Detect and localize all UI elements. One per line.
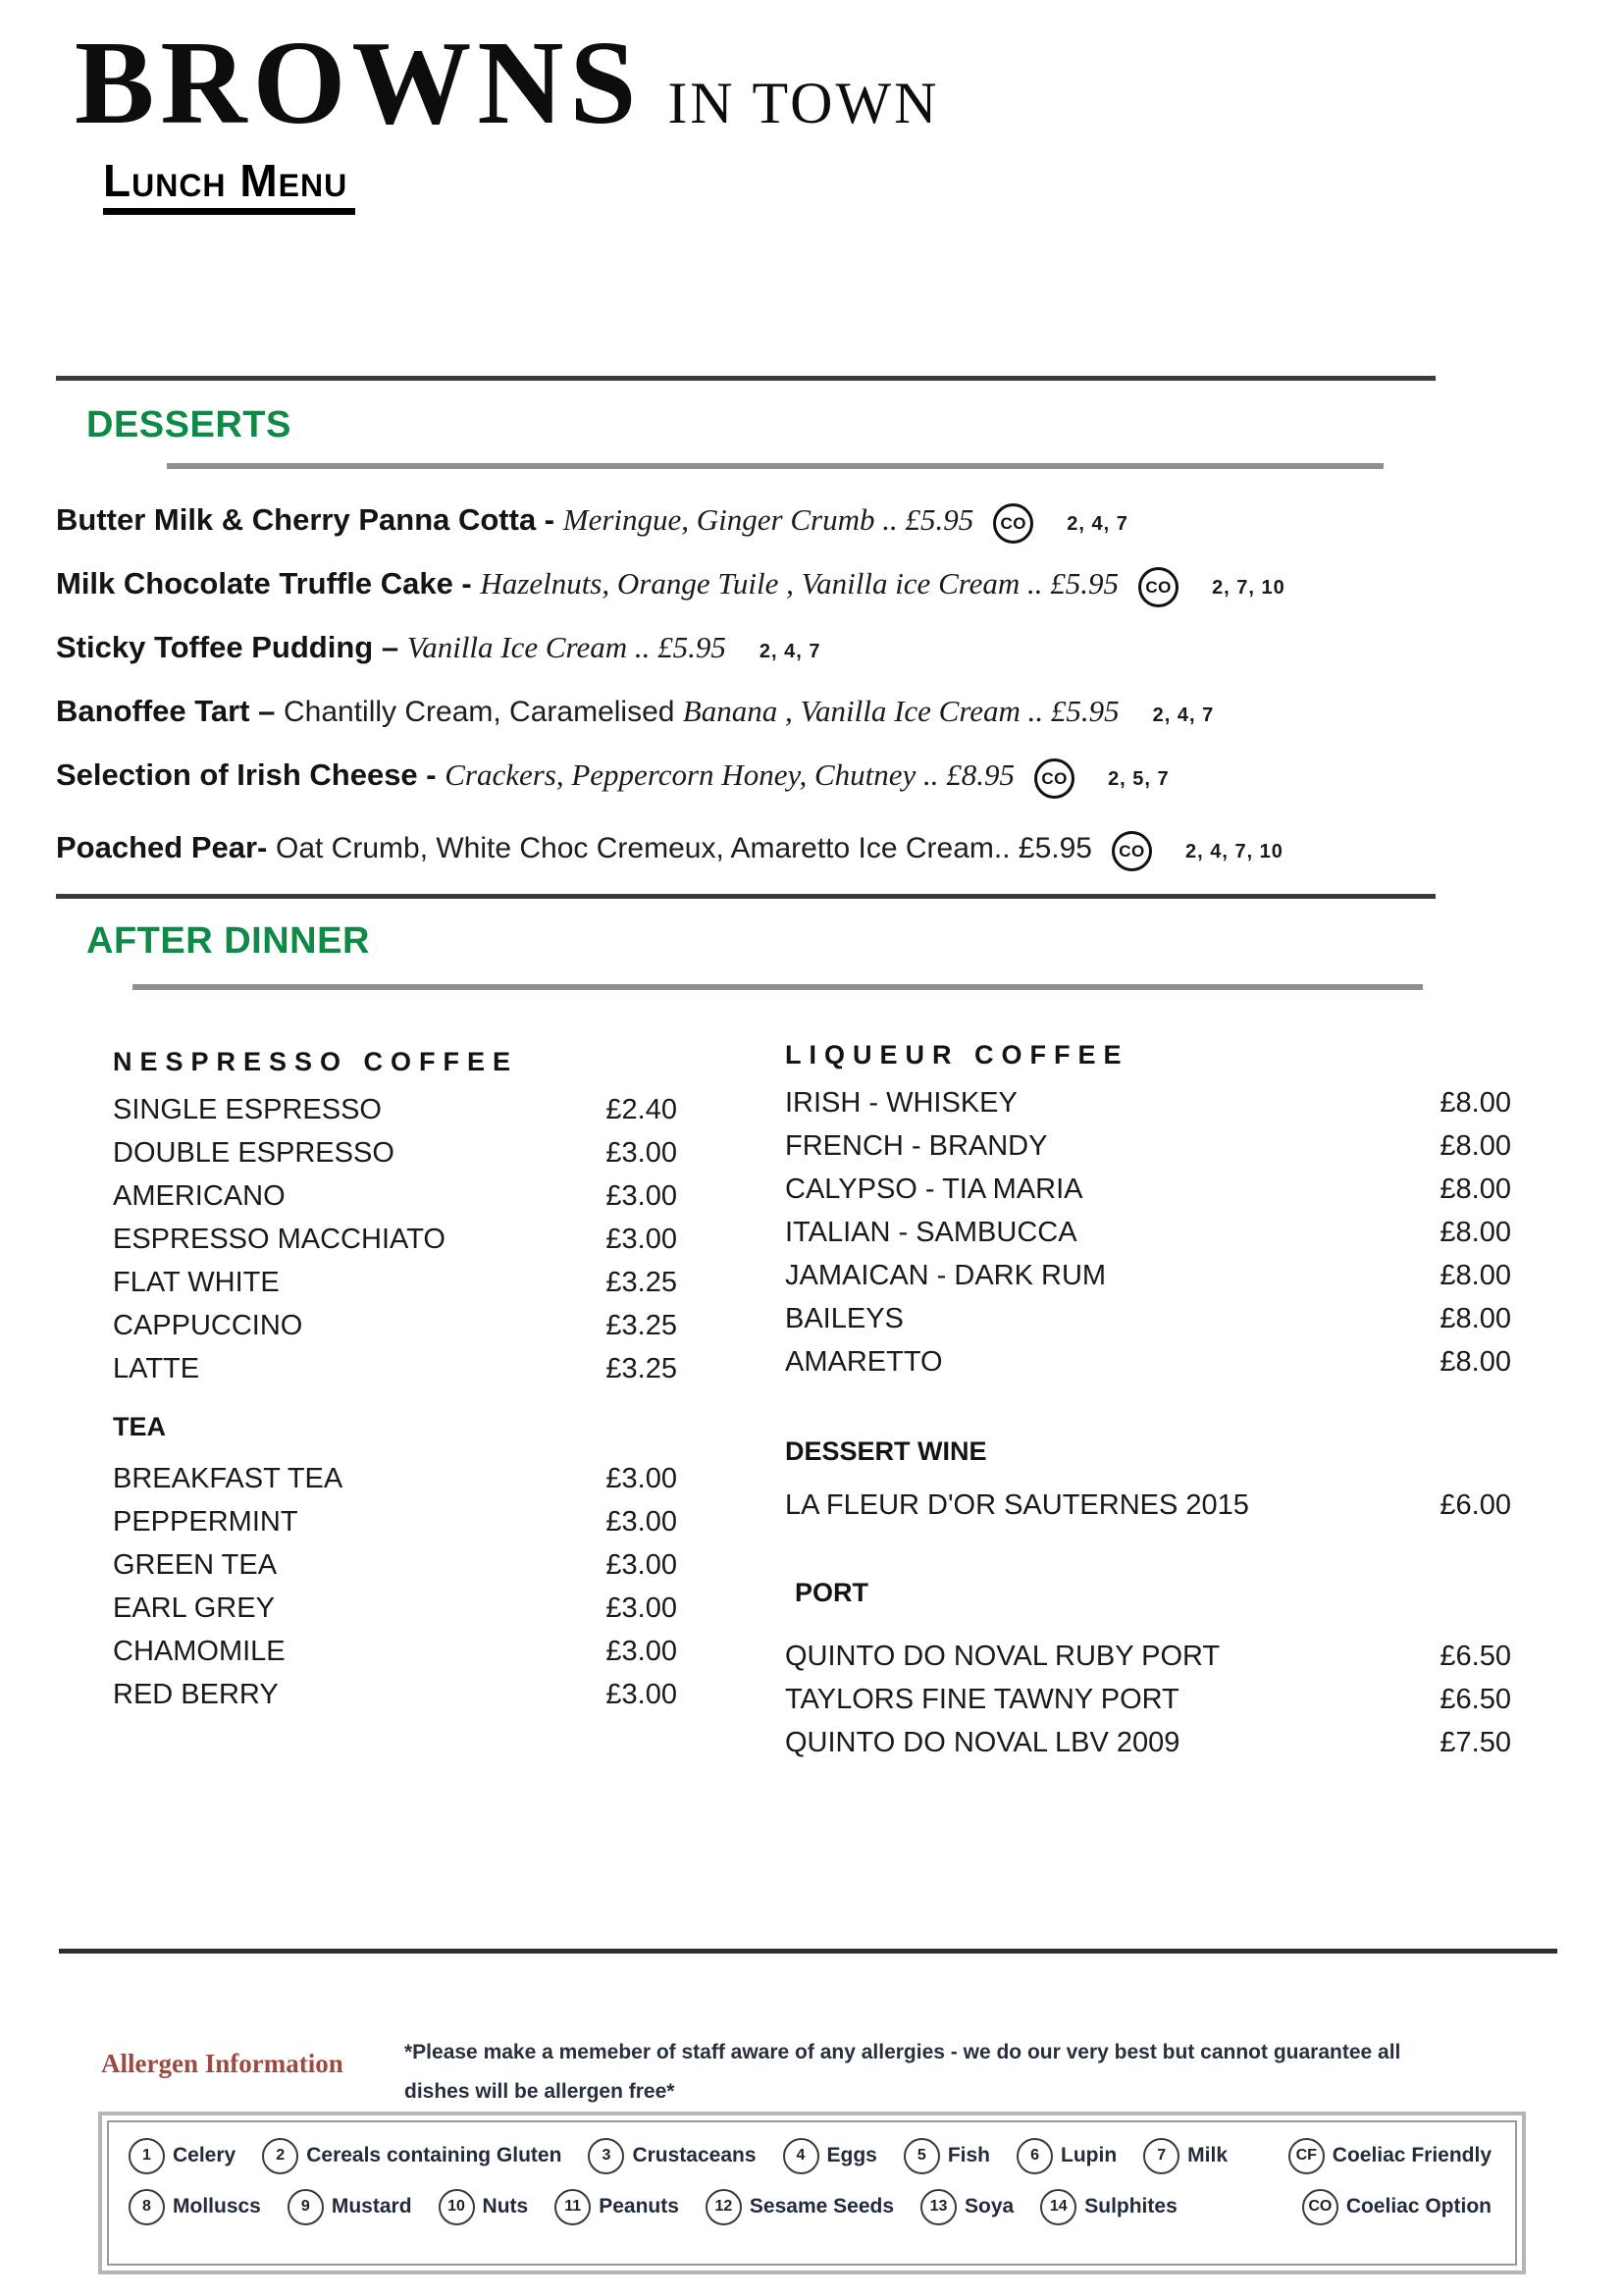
item-label: LATTE (113, 1352, 200, 1384)
legend-item (1017, 2138, 1117, 2174)
legend-label: Molluscs (173, 2195, 261, 2218)
menu-item-row (113, 1500, 677, 1543)
liqueur-coffee-heading: LIQUEUR COFFEE (785, 1040, 1129, 1070)
coeliac-option-badge: CO (1112, 831, 1152, 871)
allergen-legend-box (98, 2112, 1526, 2274)
legend-item (904, 2138, 990, 2174)
legend-code-circle: 3 (588, 2138, 624, 2174)
item-price: £8.00 (1440, 1259, 1511, 1291)
dish-name: Selection of Irish Cheese - (56, 757, 445, 792)
legend-item (288, 2189, 412, 2225)
divider-gray-desserts (167, 463, 1384, 469)
legend-code-circle: 10 (439, 2189, 475, 2225)
legend-label: Coeliac Option (1345, 2195, 1492, 2218)
item-price: £8.00 (1440, 1129, 1511, 1162)
item-label: GREEN TEA (113, 1548, 278, 1581)
menu-item-row (113, 1543, 677, 1587)
item-label: CHAMOMILE (113, 1635, 286, 1667)
legend-code-circle: CF (1288, 2138, 1325, 2174)
after-dinner-section-title: AFTER DINNER (86, 920, 370, 962)
dish-row (56, 491, 1597, 554)
legend-item (1302, 2189, 1492, 2225)
item-price: £6.00 (1440, 1488, 1511, 1521)
menu-item-row (113, 1630, 677, 1673)
dish-description-italic: Meringue, Ginger Crumb .. £5.95 (562, 502, 974, 537)
menu-item-row (113, 1131, 677, 1174)
brand-name: BROWNS (75, 17, 643, 149)
menu-item-row (113, 1261, 677, 1304)
menu-item-row (113, 1457, 677, 1500)
legend-item (783, 2138, 877, 2174)
dish-name: Milk Chocolate Truffle Cake - (56, 566, 481, 600)
legend-item (262, 2138, 561, 2174)
menu-item-row (113, 1673, 677, 1716)
liqueur-coffee-list (785, 1081, 1511, 1383)
item-label: ITALIAN - SAMBUCCA (785, 1216, 1077, 1248)
dish-description-italic: Crackers, Peppercorn Honey, Chutney .. £8.95 (445, 757, 1016, 792)
item-price: £3.00 (605, 1678, 677, 1710)
legend-label: Mustard (331, 2195, 412, 2218)
legend-label: Peanuts (599, 2195, 679, 2218)
legend-item (920, 2189, 1014, 2225)
legend-item (1040, 2189, 1178, 2225)
tea-list (113, 1457, 677, 1716)
item-label: LA FLEUR D'OR SAUTERNES 2015 (785, 1488, 1249, 1521)
legend-code-circle: 11 (554, 2189, 591, 2225)
item-price: £8.00 (1440, 1345, 1511, 1378)
allergen-note (404, 2033, 1523, 2112)
item-label: QUINTO DO NOVAL LBV 2009 (785, 1726, 1180, 1758)
legend-label: Lupin (1061, 2144, 1118, 2166)
after-dinner-right-column (785, 1038, 1511, 1764)
item-price: £3.00 (605, 1592, 677, 1624)
dish-name: Butter Milk & Cherry Panna Cotta - (56, 502, 563, 537)
item-price: £3.00 (605, 1223, 677, 1255)
nespresso-coffee-heading: NESPRESSO COFFEE (113, 1047, 519, 1076)
dish-row (56, 682, 1597, 746)
dish-description-italic: Hazelnuts, Orange Tuile , Vanilla ice Cream .. £5.95 (480, 566, 1120, 600)
menu-item-row (785, 1081, 1511, 1124)
item-price: £3.00 (605, 1179, 677, 1212)
item-price: £3.00 (605, 1635, 677, 1667)
menu-item-row (785, 1297, 1511, 1340)
allergen-legend-box-inner (107, 2120, 1517, 2266)
dish-name: Banoffee Tart – (56, 694, 284, 728)
after-dinner-left-column (113, 1045, 677, 1716)
desserts-section-title: DESSERTS (86, 404, 291, 445)
dish-name: Poached Pear- (56, 830, 276, 864)
legend-code-circle: 12 (706, 2189, 742, 2225)
legend-code-circle: 4 (783, 2138, 819, 2174)
menu-item-row (785, 1635, 1511, 1678)
port-heading: PORT (795, 1578, 869, 1607)
menu-item-row (785, 1211, 1511, 1254)
legend-label: Milk (1187, 2144, 1229, 2166)
item-label: BREAKFAST TEA (113, 1462, 343, 1494)
legend-label: Crustaceans (632, 2144, 757, 2166)
menu-item-row (785, 1484, 1511, 1527)
legend-item (129, 2138, 236, 2174)
item-price: £3.25 (605, 1266, 677, 1298)
menu-item-row (113, 1347, 677, 1390)
dish-row (56, 618, 1597, 682)
item-price: £3.00 (605, 1505, 677, 1538)
item-label: SINGLE ESPRESSO (113, 1093, 382, 1125)
page-title: Lunch Menu (103, 155, 355, 215)
dish-name: Sticky Toffee Pudding – (56, 630, 407, 664)
dessert-wine-heading: DESSERT WINE (785, 1436, 987, 1466)
menu-item-row (785, 1340, 1511, 1383)
item-price: £6.50 (1440, 1640, 1511, 1672)
legend-code-circle: 14 (1040, 2189, 1076, 2225)
legend-label: Soya (965, 2195, 1015, 2218)
legend-item (554, 2189, 679, 2225)
item-label: CALYPSO - TIA MARIA (785, 1173, 1083, 1205)
item-label: BAILEYS (785, 1302, 904, 1334)
menu-item-row (785, 1721, 1511, 1764)
legend-label: Eggs (826, 2144, 877, 2166)
item-price: £6.50 (1440, 1683, 1511, 1715)
divider-bottom (59, 1949, 1557, 1954)
legend-item (588, 2138, 756, 2174)
item-label: QUINTO DO NOVAL RUBY PORT (785, 1640, 1221, 1672)
legend-item (1143, 2138, 1228, 2174)
item-price: £2.40 (605, 1093, 677, 1125)
brand-suffix: IN TOWN (667, 71, 940, 135)
dish-row (56, 818, 1597, 882)
legend-label: Celery (173, 2144, 236, 2166)
item-price: £3.25 (605, 1309, 677, 1341)
menu-item-row (113, 1174, 677, 1218)
item-label: RED BERRY (113, 1678, 279, 1710)
dish-row (56, 554, 1597, 618)
item-price: £8.00 (1440, 1216, 1511, 1248)
dish-description-regular: Oat Crumb, White Choc Cremeux, Amaretto Ice Cream.. £5.95 (275, 832, 1092, 864)
legend-label: Sulphites (1084, 2195, 1178, 2218)
divider-gray-after-dinner (132, 984, 1423, 990)
divider-dark-top (56, 376, 1436, 381)
item-price: £8.00 (1440, 1086, 1511, 1119)
legend-code-circle: 8 (129, 2189, 165, 2225)
allergen-codes: 2, 4, 7 (1152, 704, 1215, 726)
item-label: CAPPUCCINO (113, 1309, 303, 1341)
item-label: ESPRESSO MACCHIATO (113, 1223, 445, 1255)
legend-code-circle: 9 (288, 2189, 324, 2225)
dish-row (56, 746, 1597, 809)
legend-code-circle: 1 (129, 2138, 165, 2174)
divider-dark-after-dinner (56, 894, 1436, 899)
coeliac-option-badge: CO (1034, 758, 1074, 799)
menu-item-row (785, 1254, 1511, 1297)
legend-label: Fish (947, 2144, 991, 2166)
allergen-info-title: Allergen Information (101, 2049, 343, 2078)
item-label: DOUBLE ESPRESSO (113, 1136, 394, 1169)
item-price: £3.00 (605, 1462, 677, 1494)
menu-item-row (113, 1218, 677, 1261)
menu-item-row (113, 1088, 677, 1131)
allergen-codes: 2, 5, 7 (1108, 768, 1170, 790)
allergen-codes: 2, 7, 10 (1212, 577, 1285, 599)
allergen-legend-row-1 (129, 2130, 1495, 2181)
allergen-note-line2: dishes will be allergen free* (404, 2080, 675, 2103)
menu-item-row (113, 1587, 677, 1630)
legend-code-circle: 5 (904, 2138, 940, 2174)
legend-item (439, 2189, 529, 2225)
allergen-codes: 2, 4, 7, 10 (1184, 841, 1283, 862)
coeliac-option-badge: CO (993, 503, 1033, 544)
item-label: TAYLORS FINE TAWNY PORT (785, 1683, 1179, 1715)
legend-label: Sesame Seeds (749, 2195, 895, 2218)
tea-heading: TEA (113, 1412, 166, 1441)
legend-code-circle: 7 (1143, 2138, 1179, 2174)
item-label: AMARETTO (785, 1345, 943, 1378)
brand-logo (75, 17, 940, 149)
allergen-codes: 2, 4, 7 (759, 641, 821, 662)
menu-item-row (113, 1304, 677, 1347)
item-label: JAMAICAN - DARK RUM (785, 1259, 1107, 1291)
legend-code-circle: 6 (1017, 2138, 1053, 2174)
item-price: £3.25 (605, 1352, 677, 1384)
legend-code-circle: 2 (262, 2138, 298, 2174)
legend-label: Cereals containing Gluten (306, 2144, 562, 2166)
menu-item-row (785, 1678, 1511, 1721)
legend-code-circle: CO (1302, 2189, 1338, 2225)
menu-item-row (785, 1168, 1511, 1211)
allergen-note-line1: *Please make a memeber of staff aware of any allergies - we do our very best but cannot guarantee all (404, 2041, 1401, 2063)
menu-item-row (785, 1124, 1511, 1168)
legend-label: Coeliac Friendly (1332, 2144, 1492, 2166)
item-label: PEPPERMINT (113, 1505, 298, 1538)
desserts-list (56, 491, 1597, 882)
item-price: £8.00 (1440, 1173, 1511, 1205)
legend-item (1288, 2138, 1492, 2174)
item-label: AMERICANO (113, 1179, 286, 1212)
legend-label: Nuts (482, 2195, 529, 2218)
item-label: FRENCH - BRANDY (785, 1129, 1048, 1162)
allergen-legend-row-2 (129, 2181, 1495, 2232)
nespresso-coffee-list (113, 1088, 677, 1390)
dish-description-regular: Chantilly Cream, Caramelised (283, 696, 683, 728)
allergen-codes: 2, 4, 7 (1067, 513, 1128, 535)
legend-item (706, 2189, 894, 2225)
item-label: EARL GREY (113, 1592, 275, 1624)
coeliac-option-badge: CO (1138, 567, 1179, 607)
legend-code-circle: 13 (920, 2189, 957, 2225)
item-price: £3.00 (605, 1136, 677, 1169)
item-price: £7.50 (1440, 1726, 1511, 1758)
item-label: IRISH - WHISKEY (785, 1086, 1018, 1119)
item-price: £8.00 (1440, 1302, 1511, 1334)
legend-item (129, 2189, 261, 2225)
item-label: FLAT WHITE (113, 1266, 280, 1298)
item-price: £3.00 (605, 1548, 677, 1581)
dish-description-italic: Banana , Vanilla Ice Cream .. £5.95 (682, 694, 1120, 728)
dessert-wine-list (785, 1484, 1511, 1527)
port-list (785, 1635, 1511, 1764)
dish-description-italic: Vanilla Ice Cream .. £5.95 (406, 630, 726, 664)
